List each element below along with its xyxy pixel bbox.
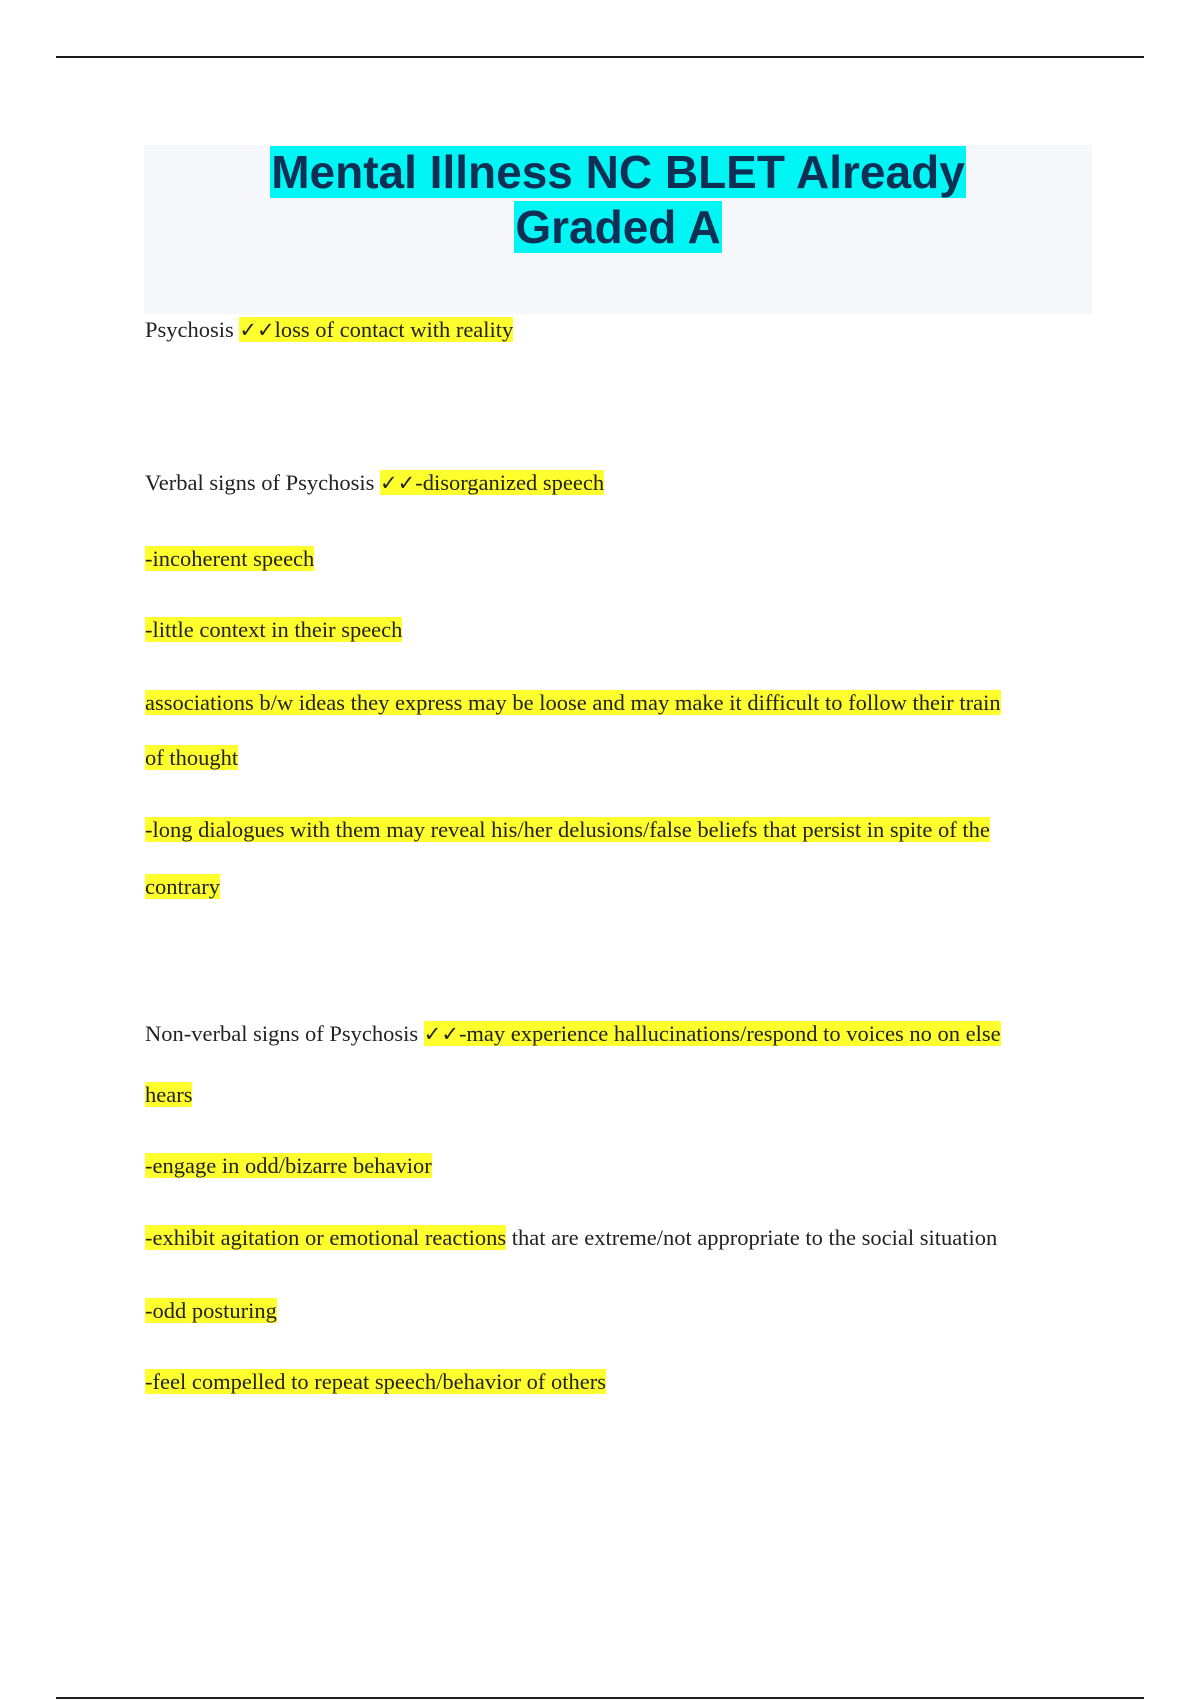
term-nonverbal-signs: Non-verbal signs of Psychosis bbox=[145, 1021, 419, 1046]
title-line-1: Mental Illness NC BLET Already bbox=[271, 146, 965, 198]
qa-psychosis bbox=[145, 314, 513, 346]
term-verbal-signs: Verbal signs of Psychosis bbox=[145, 470, 375, 495]
item-odd-posturing: -odd posturing bbox=[145, 1298, 277, 1323]
item-agitation-continuation: that are extreme/not appropriate to the social situation bbox=[506, 1225, 998, 1250]
document-title bbox=[144, 145, 1092, 255]
check-icon: ✓✓ bbox=[380, 471, 416, 495]
item-odd-behavior: -engage in odd/bizarre behavior bbox=[145, 1153, 432, 1178]
list-item bbox=[145, 814, 990, 846]
item-agitation: -exhibit agitation or emotional reactions bbox=[145, 1225, 507, 1250]
list-item bbox=[145, 742, 238, 774]
list-item bbox=[145, 1222, 997, 1254]
check-icon: ✓✓ bbox=[239, 318, 275, 342]
item-repeat-speech: -feel compelled to repeat speech/behavior of others bbox=[145, 1369, 607, 1394]
item-incoherent-speech: -incoherent speech bbox=[145, 546, 315, 571]
item-long-dialogues: -long dialogues with them may reveal his/her delusions/false beliefs that persist in spite of the bbox=[145, 817, 990, 842]
answer-verbal-signs: -disorganized speech bbox=[415, 470, 605, 495]
title-banner bbox=[144, 145, 1092, 314]
item-associations-cont: of thought bbox=[145, 745, 239, 770]
bottom-rule bbox=[56, 1697, 1144, 1699]
list-item bbox=[145, 1150, 432, 1182]
list-item bbox=[145, 871, 220, 903]
list-item bbox=[145, 614, 402, 646]
item-long-dialogues-cont: contrary bbox=[145, 874, 220, 899]
list-item bbox=[145, 1366, 606, 1398]
item-hears: hears bbox=[145, 1082, 193, 1107]
list-item bbox=[145, 1079, 192, 1111]
qa-verbal-signs bbox=[145, 467, 604, 499]
qa-nonverbal-signs bbox=[145, 1018, 1001, 1050]
title-line-2: Graded A bbox=[515, 201, 721, 253]
term-psychosis: Psychosis bbox=[145, 317, 234, 342]
list-item bbox=[145, 687, 1001, 719]
list-item bbox=[145, 543, 314, 575]
top-rule bbox=[56, 56, 1144, 58]
check-icon: ✓✓ bbox=[423, 1022, 459, 1046]
item-little-context: -little context in their speech bbox=[145, 617, 403, 642]
answer-psychosis: loss of contact with reality bbox=[274, 317, 514, 342]
list-item bbox=[145, 1295, 277, 1327]
answer-nonverbal-signs: -may experience hallucinations/respond to voices no on else bbox=[458, 1021, 1001, 1046]
item-associations: associations b/w ideas they express may be loose and may make it difficult to follow their train bbox=[145, 690, 1001, 715]
